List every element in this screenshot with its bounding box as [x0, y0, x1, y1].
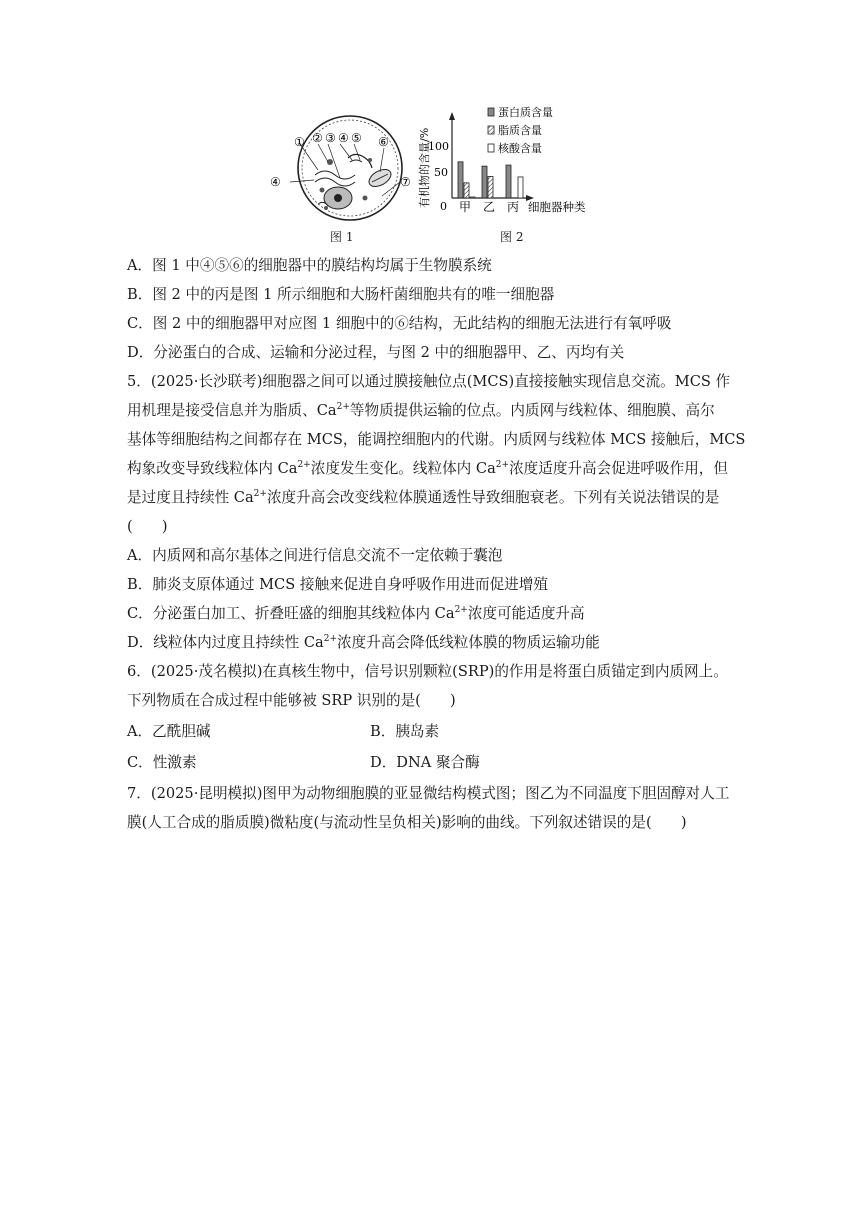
q6-option-d: D．DNA 聚合酶: [370, 754, 480, 771]
legend-protein: 蛋白质含量: [498, 106, 553, 119]
ytick-100: 100: [428, 140, 449, 153]
bar-protein-0: [458, 162, 463, 198]
legend-protein-swatch: [488, 108, 494, 116]
q6-option-c: C．性激素: [127, 754, 197, 771]
sup: 2+: [297, 460, 311, 470]
label-2: ②: [312, 131, 323, 145]
q4-option-a: A．图 1 中④⑤⑥的细胞器中的膜结构均属于生物膜系统: [127, 257, 492, 274]
q7-line-2: 膜(人工合成的脂质膜)微粘度(与流动性呈负相关)影响的曲线。下列叙述错误的是( ): [127, 814, 687, 831]
q5-line-5b: 浓度升高会改变线粒体膜通透性导致细胞衰老。下列有关说法错误的是: [266, 489, 720, 506]
q5-line-4b: 浓度发生变化。线粒体内 Ca: [310, 460, 496, 477]
bar-nucleic-2: [518, 177, 523, 198]
q5-option-c-b: 浓度可能适度升高: [467, 605, 585, 622]
figure1-caption: 图 1: [330, 230, 354, 244]
chart-ylabel: 有机物的含量/%: [418, 127, 431, 208]
q5-option-a: A．内质网和高尔基体之间进行信息交流不一定依赖于囊泡: [127, 547, 503, 564]
legend-nucleic: 核酸含量: [498, 142, 542, 155]
xtick-label-1: 乙: [483, 200, 496, 214]
q5-line-2: [127, 401, 715, 421]
bar-nucleic-0: [470, 197, 475, 198]
ytick-50: 50: [434, 166, 448, 179]
label-4-left: ④: [270, 175, 281, 189]
q5-line-2a: 用机理是接受信息并为脂质、Ca: [127, 402, 337, 419]
q5-option-c: [127, 604, 585, 624]
q5-option-c-a: C．分泌蛋白加工、折叠旺盛的细胞其线粒体内 Ca: [127, 605, 455, 622]
q5-line-2b: 等物质提供运输的位点。内质网与线粒体、细胞膜、高尔: [349, 402, 715, 419]
q5-line-4a: 构象改变导致线粒体内 Ca: [127, 460, 298, 477]
q6-line-1: 6．(2025·茂名模拟)在真核生物中，信号识别颗粒(SRP)的作用是将蛋白质锚定到内质网上。: [127, 663, 728, 680]
xtick-label-2: 丙: [507, 200, 520, 214]
ytick-0: 0: [440, 200, 447, 213]
q5-line-5a: 是过度且持续性 Ca: [127, 489, 254, 506]
chart-xlabel: 细胞器种类: [528, 200, 586, 214]
q5-line-1: 5．(2025·长沙联考)细胞器之间可以通过膜接触位点(MCS)直接接触实现信息交流。MCS 作: [127, 373, 731, 390]
xtick-label-0: 甲: [459, 200, 472, 214]
q5-answer-blank: ( ): [127, 518, 168, 535]
figure-area: [270, 100, 600, 250]
sup: 2+: [495, 460, 510, 470]
sup: 2+: [336, 402, 350, 412]
legend-nucleic-swatch: [488, 144, 494, 152]
legend-lipid: 脂质含量: [498, 124, 542, 137]
q4-option-b: B．图 2 中的丙是图 1 所示细胞和大肠杆菌细胞共有的唯一细胞器: [127, 286, 555, 303]
q5-option-d-a: D．线粒体内过度且持续性 Ca: [127, 634, 324, 651]
bar-protein-2: [506, 165, 511, 198]
q6-line-2: 下列物质在合成过程中能够被 SRP 识别的是( ): [127, 692, 456, 709]
q5-line-4c: 浓度适度升高会促进呼吸作用，但: [509, 460, 728, 477]
q4-option-c: C．图 2 中的细胞器甲对应图 1 细胞中的⑥结构，无此结构的细胞无法进行有氧呼吸: [127, 315, 672, 332]
q5-option-b: B．肺炎支原体通过 MCS 接触来促进自身呼吸作用进而促进增殖: [127, 576, 548, 593]
label-5: ⑤: [351, 131, 362, 145]
q5-line-4: [127, 459, 728, 479]
q5-line-5: [127, 488, 719, 508]
q5-option-d-b: 浓度升高会降低线粒体膜的物质运输功能: [337, 634, 600, 651]
sup: 2+: [454, 605, 468, 615]
q5-line-3: 基体等细胞结构之间都存在 MCS，能调控细胞内的代谢。内质网与线粒体 MCS 接触后，MCS: [127, 431, 746, 448]
bar-lipid-1: [488, 176, 493, 198]
q4-option-d: D．分泌蛋白的合成、运输和分泌过程，与图 2 中的细胞器甲、乙、丙均有关: [127, 344, 625, 361]
q6-option-a: A．乙酰胆碱: [127, 723, 211, 740]
label-6: ⑥: [378, 135, 389, 149]
q6-option-b: B．胰岛素: [370, 723, 440, 740]
label-1: ①: [294, 135, 305, 149]
bar-lipid-0: [464, 183, 469, 198]
label-7: ⑦: [400, 175, 411, 189]
q7-line-1: 7．(2025·昆明模拟)图甲为动物细胞膜的亚显微结构模式图；图乙为不同温度下胆固醇对人工: [127, 785, 730, 802]
organelle-chart: [410, 100, 600, 240]
sup: 2+: [253, 489, 267, 499]
figure2-caption: 图 2: [500, 230, 524, 244]
cell-diagram: [270, 100, 415, 240]
q5-option-d: [127, 633, 600, 653]
bar-protein-1: [482, 166, 487, 198]
legend-lipid-swatch: [488, 126, 494, 134]
sup: 2+: [323, 634, 338, 644]
label-3: ③: [325, 131, 336, 145]
label-4-top: ④: [338, 131, 349, 145]
